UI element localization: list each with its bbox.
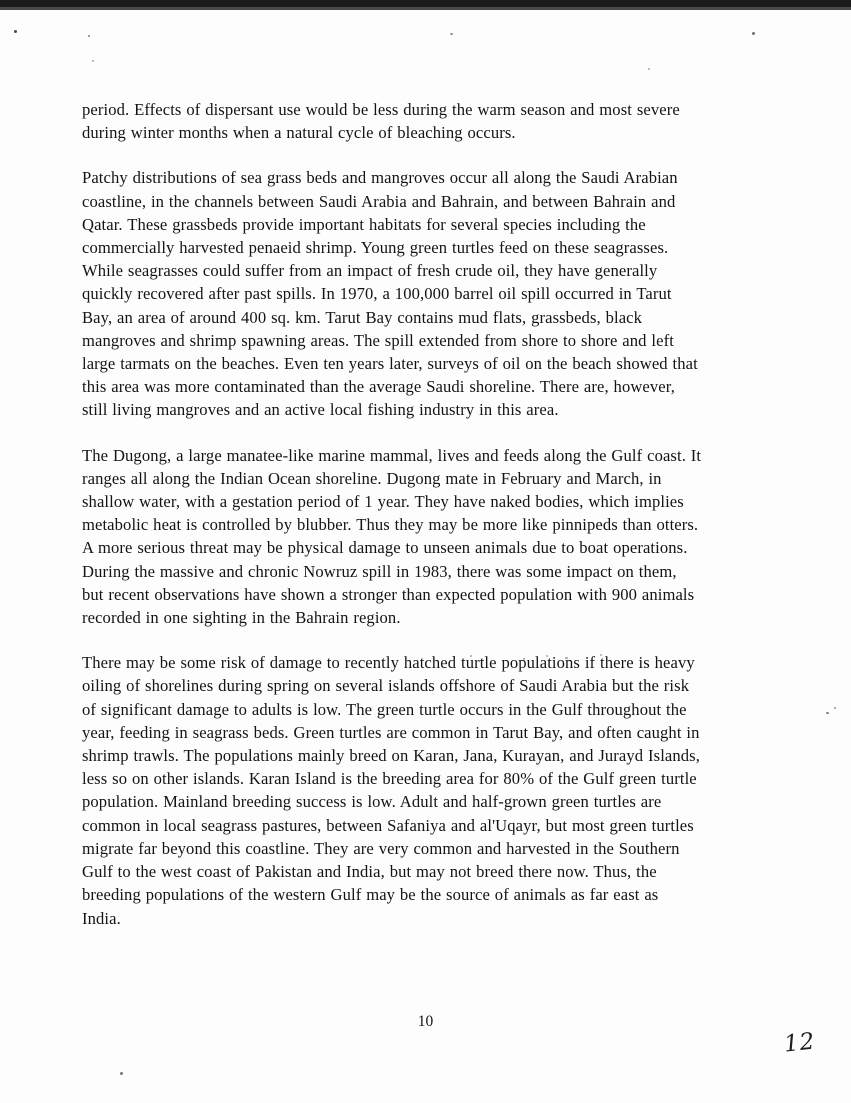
- paragraph: period. Effects of dispersant use would be less during the warm season and most severe during winter months when a natural cycle of bleaching occurs.: [82, 100, 680, 143]
- scan-edge-top: [0, 0, 851, 7]
- handwritten-annotation: 12: [782, 1028, 817, 1058]
- scan-speck: [648, 68, 650, 70]
- scan-speck: [826, 712, 829, 714]
- scan-speck: [14, 30, 17, 33]
- scan-speck: [834, 707, 836, 709]
- scan-speck: [92, 60, 94, 62]
- scan-edge-top-shadow: [0, 7, 851, 10]
- scan-speck: [752, 32, 755, 35]
- scan-speck: [450, 33, 453, 35]
- document-body: [82, 98, 702, 952]
- paragraph: There may be some risk of damage to recently hatched turtle populations if there is heavy oiling of shorelines during spring on several islands offshore of Saudi Arabia but the risk of significant damage to adults is low. The green turtle occurs in the Gulf throughout the year, feeding in seagrass beds. Green turtles are common in Tarut Bay, and often caught in shrimp trawls. The populations mainly breed on Karan, Jana, Kurayan, and Jurayd Islands, less so on other islands. Karan Island is the breeding area for 80% of the Gulf green turtle population. Mainland breeding success is low. Adult and half-grown green turtles are common in local seagrass pastures, between Safaniya and al'Uqayr, but most green turtles migrate far beyond this coastline. They are very common and harvested in the Southern Gulf to the west coast of Pakistan and India, but may not breed there now. Thus, the breeding populations of the western Gulf may be the source of animals as far east as India.: [82, 653, 700, 928]
- scan-speck: [88, 35, 90, 37]
- paragraph: Patchy distributions of sea grass beds and mangroves occur all along the Saudi Arabian coastline, in the channels between Saudi Arabia and Bahrain, and between Bahrain and Qatar. These grassbeds provide important habitats for several species including the commercially harvested penaeid shrimp. Young green turtles feed on these seagrasses. While seagrasses could suffer from an impact of fresh crude oil, they have generally quickly recovered after past spills. In 1970, a 100,000 barrel oil spill occurred in Tarut Bay, an area of around 400 sq. km. Tarut Bay contains mud flats, grassbeds, black mangroves and shrimp spawning areas. The spill extended from shore to shore and left large tarmats on the beaches. Even ten years later, surveys of oil on the beach showed that this area was more contaminated than the average Saudi shoreline. There are, however, still living mangroves and an active local fishing industry in this area.: [82, 168, 698, 420]
- paragraph: The Dugong, a large manatee-like marine mammal, lives and feeds along the Gulf coast. It ranges all along the Indian Ocean shoreline. Dugong mate in February and March, in shallow water, with a gestation period of 1 year. They have naked bodies, which implies metabolic heat is controlled by blubber. Thus they may be more like pinnipeds than otters. A more serious threat may be physical damage to unseen animals due to boat operations. During the massive and chronic Nowruz spill in 1983, there was some impact on them, but recent observations have shown a stronger than expected population with 900 animals recorded in one sighting in the Bahrain region.: [82, 445, 702, 628]
- page-number: 10: [417, 1013, 434, 1030]
- scan-speck: [120, 1072, 123, 1075]
